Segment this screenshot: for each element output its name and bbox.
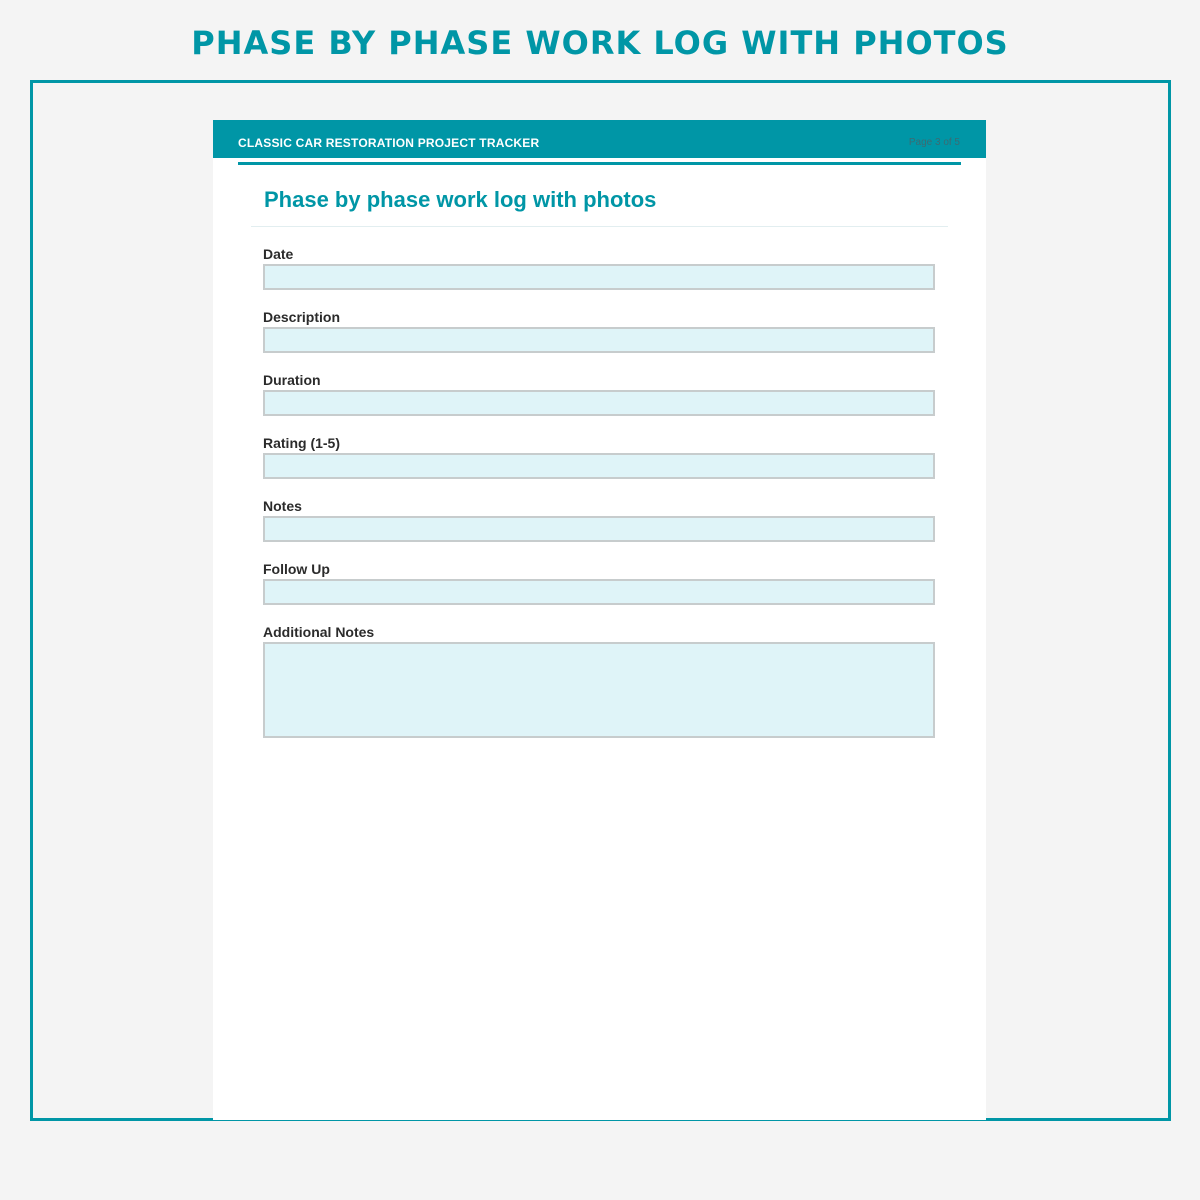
document-page [213,120,986,1120]
description-field-group [263,309,937,372]
notes-label: Notes [263,498,302,514]
banner-title: PHASE BY PHASE WORK LOG WITH PHOTOS [191,24,1009,62]
rating-label: Rating (1-5) [263,435,340,451]
notes-field-group [263,498,937,561]
date-input[interactable] [263,264,935,290]
date-field-group [263,246,937,309]
rating-input[interactable] [263,453,935,479]
date-label: Date [263,246,294,262]
description-input[interactable] [263,327,935,353]
header-divider [238,162,961,165]
document-header [213,120,986,158]
notes-input[interactable] [263,516,935,542]
additional-notes-textarea[interactable] [263,642,935,738]
additional-notes-label: Additional Notes [263,624,375,640]
document-header-title: CLASSIC CAR RESTORATION PROJECT TRACKER [238,136,540,150]
additional-notes-field-group [263,624,937,687]
section-title: Phase by phase work log with photos [264,187,657,212]
follow-up-label: Follow Up [263,561,330,577]
follow-up-field-group [263,561,937,624]
duration-field-group [263,372,937,435]
title-divider [251,226,948,227]
rating-field-group [263,435,937,498]
duration-label: Duration [263,372,321,388]
follow-up-input[interactable] [263,579,935,605]
page-number: Page 3 of 5 [908,137,960,148]
duration-input[interactable] [263,390,935,416]
work-log-form [263,246,937,687]
description-label: Description [263,309,341,325]
